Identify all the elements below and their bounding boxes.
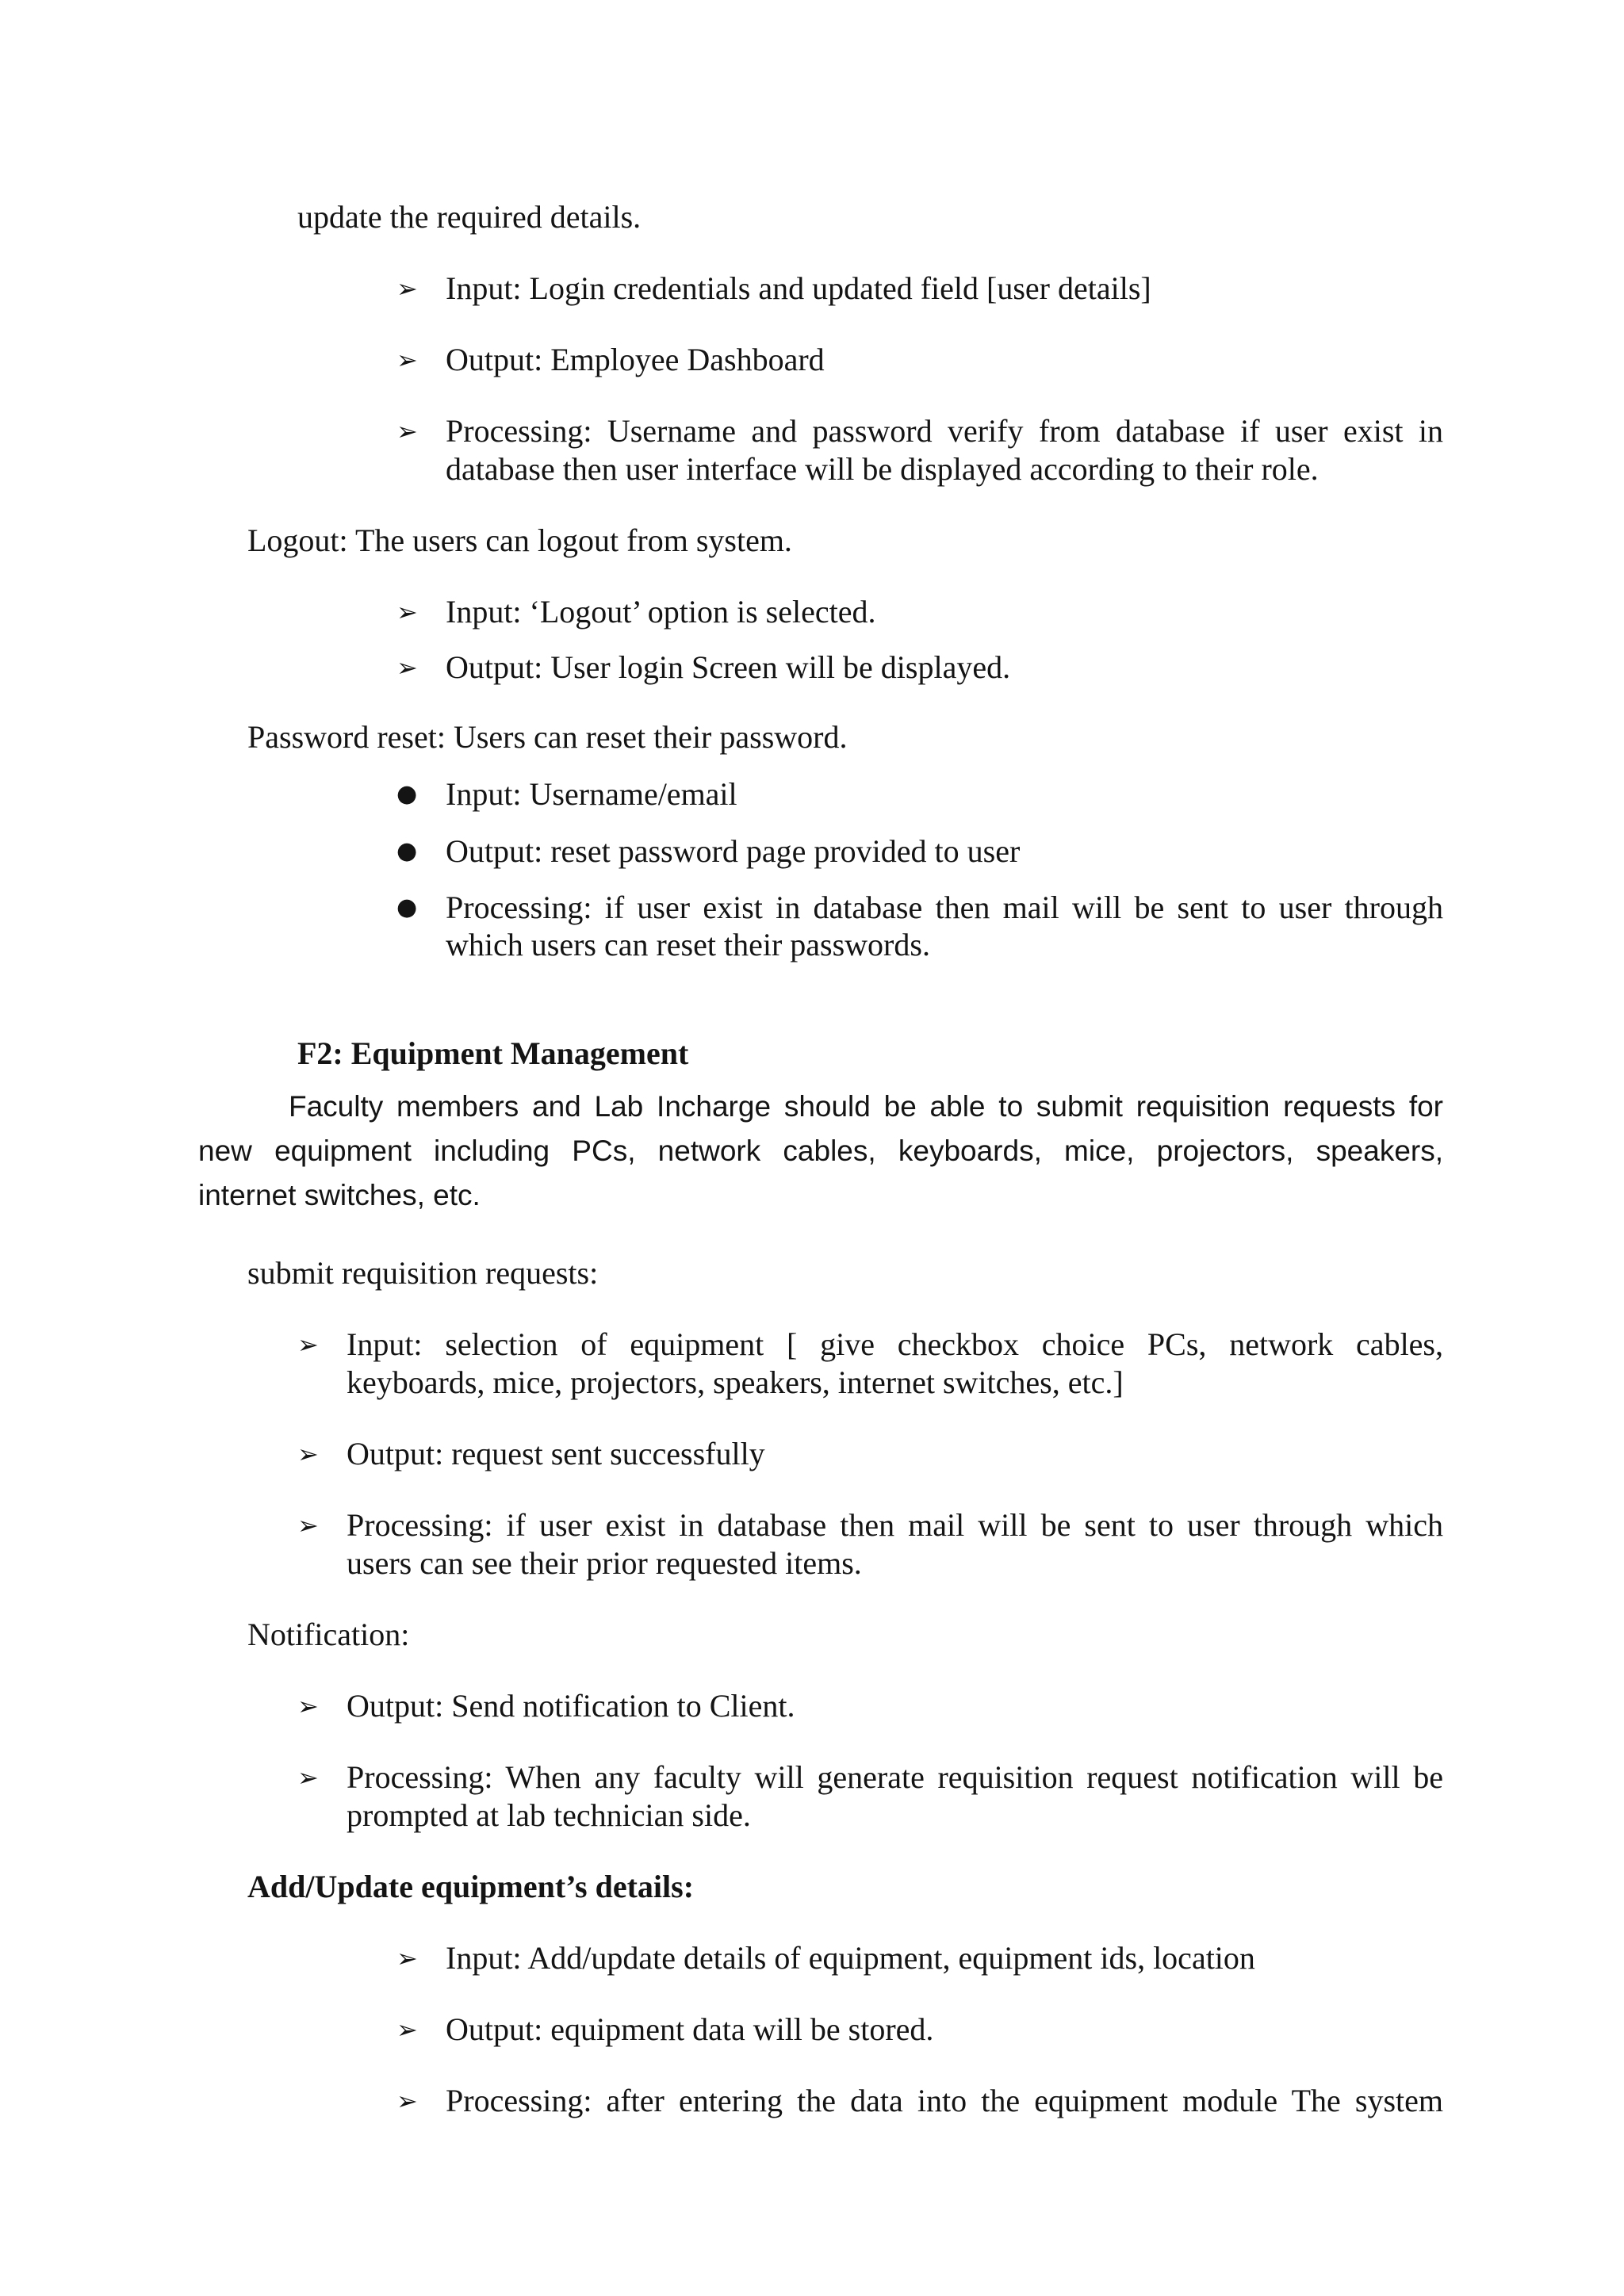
logout-input-text: Input: ‘Logout’ option is selected. (446, 594, 876, 629)
arrow-bullet-icon: ➢ (396, 597, 418, 627)
dot-bullet-icon: ● (396, 837, 418, 865)
arrow-bullet-icon: ➢ (297, 1439, 319, 1469)
arrow-bullet-icon: ➢ (297, 1691, 319, 1721)
arrow-bullet-icon: ➢ (297, 1330, 319, 1360)
arrow-bullet-icon: ➢ (297, 1510, 319, 1540)
arrow-bullet-icon: ➢ (396, 2086, 418, 2116)
arrow-bullet-icon: ➢ (396, 652, 418, 683)
submit-input-text: Input: selection of equipment [ give checkbox choice PCs, network cables, (347, 1326, 1443, 1362)
dot-bullet-icon: ● (396, 894, 418, 921)
update-output-text: Output: Employee Dashboard (446, 342, 825, 377)
add-update-output-text: Output: equipment data will be stored. (446, 2011, 934, 2047)
arrow-bullet-icon: ➢ (396, 1943, 418, 1973)
f2-paragraph-line: internet switches, etc. (198, 1179, 481, 1211)
submit-output-text: Output: request sent successfully (347, 1436, 765, 1471)
notification-processing-text: Processing: When any faculty will generate requisition request notification will be (347, 1759, 1443, 1795)
notification-processing-text-cont: prompted at lab technician side. (347, 1797, 751, 1833)
f2-paragraph-line: Faculty members and Lab Incharge should be able to submit requisition requests for (289, 1090, 1443, 1123)
reset-processing-text: Processing: if user exist in database then mail will be sent to user through (446, 890, 1443, 925)
arrow-bullet-icon: ➢ (396, 274, 418, 304)
reset-output-text: Output: reset password page provided to user (446, 833, 1021, 869)
arrow-bullet-icon: ➢ (396, 345, 418, 375)
submit-input-text-cont: keyboards, mice, projectors, speakers, internet switches, etc.] (347, 1364, 1124, 1400)
notification-output-text: Output: Send notification to Client. (347, 1688, 795, 1724)
dot-bullet-icon: ● (396, 780, 418, 808)
password-reset-heading: Password reset: Users can reset their password. (247, 719, 848, 755)
arrow-bullet-icon: ➢ (396, 416, 418, 446)
add-update-heading: Add/Update equipment’s details: (247, 1869, 695, 1904)
add-update-input-text: Input: Add/update details of equipment, equipment ids, location (446, 1940, 1255, 1976)
arrow-bullet-icon: ➢ (297, 1762, 319, 1793)
intro-tail-text: update the required details. (297, 199, 642, 235)
reset-processing-text-cont: which users can reset their passwords. (446, 927, 930, 962)
reset-input-text: Input: Username/email (446, 776, 737, 812)
section-title-f2: F2: Equipment Management (297, 1035, 689, 1071)
update-input-text: Input: Login credentials and updated field [user details] (446, 270, 1151, 306)
submit-processing-text-cont: users can see their prior requested items. (347, 1545, 862, 1581)
arrow-bullet-icon: ➢ (396, 2015, 418, 2045)
update-processing-text-cont: database then user interface will be displayed according to their role. (446, 451, 1319, 487)
logout-output-text: Output: User login Screen will be displayed. (446, 649, 1011, 685)
logout-heading: Logout: The users can logout from system. (247, 522, 792, 558)
notification-heading: Notification: (247, 1617, 410, 1652)
f2-paragraph-line: new equipment including PCs, network cables, keyboards, mice, projectors, speakers, (198, 1135, 1443, 1167)
update-processing-text: Processing: Username and password verify from database if user exist in (446, 413, 1443, 449)
submit-processing-text: Processing: if user exist in database then mail will be sent to user through which (347, 1507, 1443, 1543)
submit-heading: submit requisition requests: (247, 1255, 599, 1291)
add-update-processing-text: Processing: after entering the data into the equipment module The system (446, 2083, 1443, 2118)
